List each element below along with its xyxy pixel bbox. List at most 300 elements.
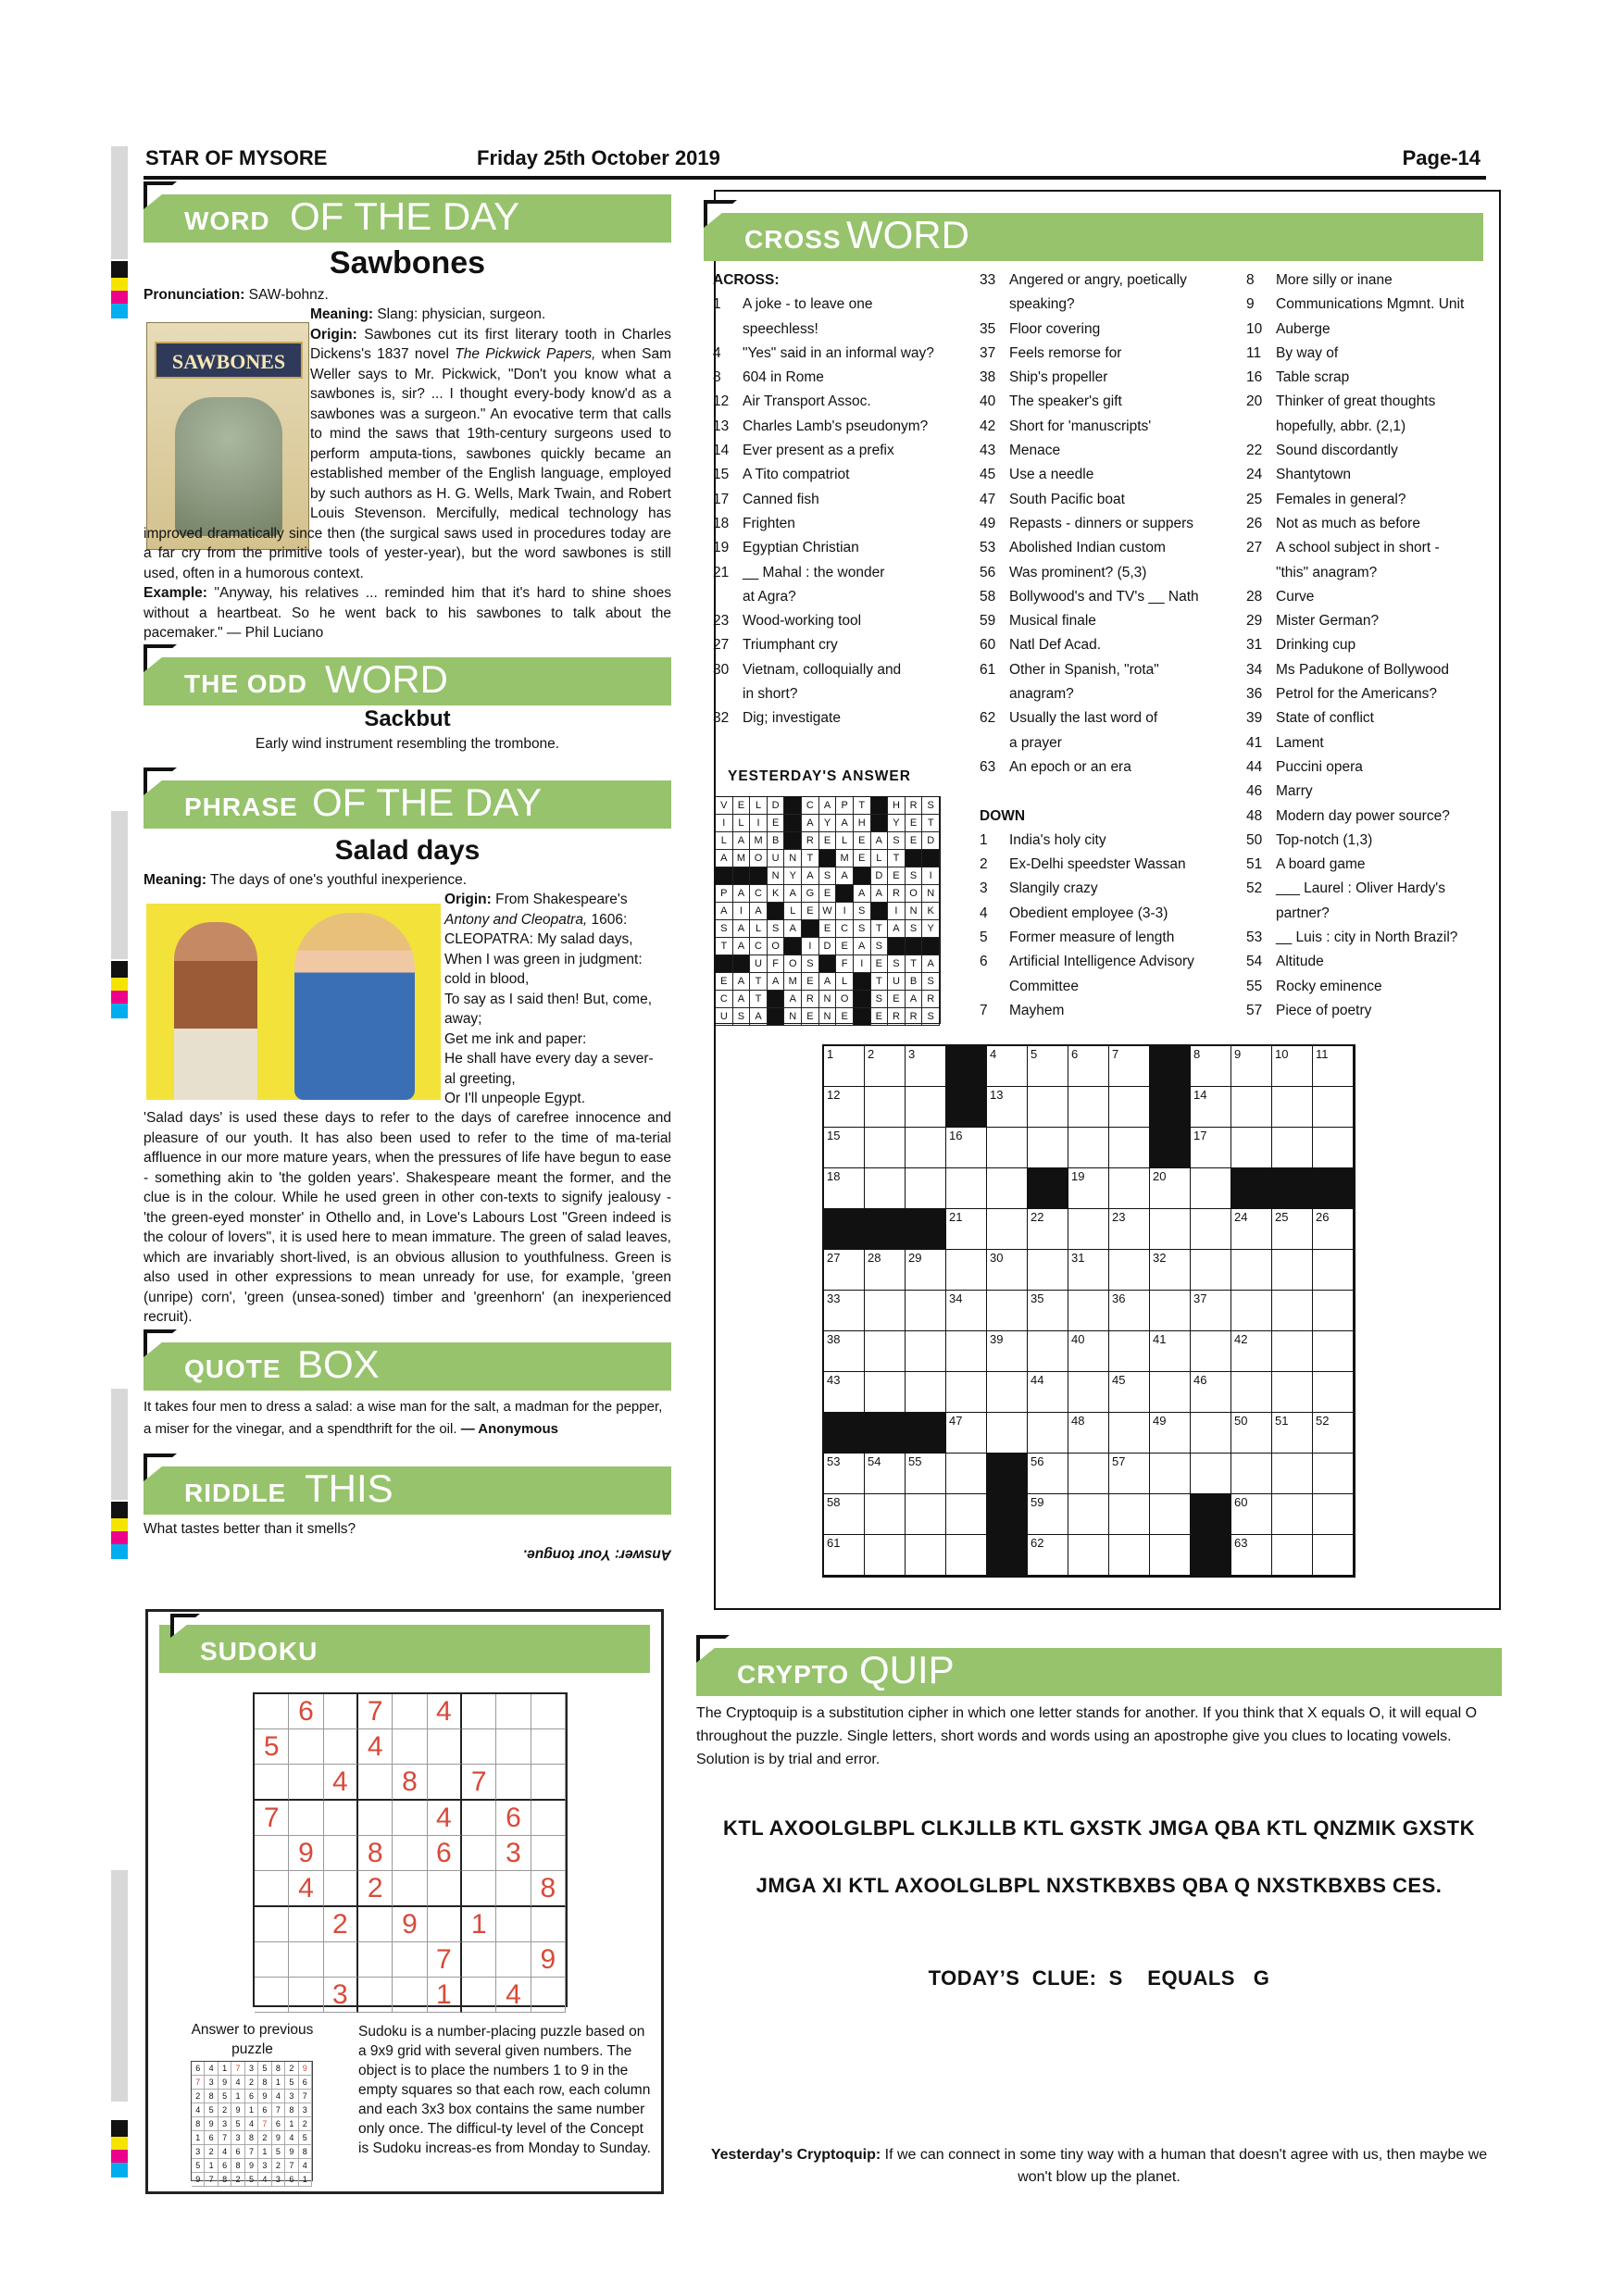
sudoku-cell[interactable]: [289, 1729, 323, 1765]
crossword-cell[interactable]: [1272, 1087, 1313, 1128]
crossword-cell[interactable]: [987, 1331, 1028, 1372]
sudoku-cell[interactable]: 9: [393, 1907, 427, 1942]
sudoku-cell[interactable]: 5: [255, 1729, 289, 1765]
sudoku-cell[interactable]: [324, 1836, 358, 1871]
answer-letter: S: [922, 973, 940, 991]
sudoku-cell[interactable]: [289, 1978, 323, 2013]
crossword-cell[interactable]: [1191, 1209, 1231, 1250]
crossword-cell[interactable]: [1109, 1168, 1150, 1209]
cell-number: 43: [827, 1373, 841, 1387]
sudoku-cell[interactable]: [393, 1871, 427, 1907]
clue-number: 63: [980, 758, 996, 775]
crossword-cell[interactable]: [906, 1128, 946, 1168]
sudoku-cell[interactable]: [462, 1836, 496, 1871]
crossword-cell[interactable]: [1272, 1494, 1313, 1535]
crossword-cell[interactable]: [987, 1372, 1028, 1413]
crossword-cell[interactable]: [1109, 1535, 1150, 1576]
crossword-black-square: [1150, 1046, 1191, 1087]
crossword-cell[interactable]: [1109, 1250, 1150, 1291]
crossword-cell[interactable]: [946, 1413, 987, 1454]
sudoku-cell[interactable]: 1: [428, 1978, 462, 2013]
crossword-cell[interactable]: [865, 1494, 906, 1535]
answer-letter: D: [922, 832, 940, 850]
sudoku-cell[interactable]: [324, 1942, 358, 1978]
sudoku-cell[interactable]: 7: [358, 1694, 393, 1729]
sudoku-cell[interactable]: 4: [428, 1801, 462, 1836]
crossword-clue: [980, 536, 1228, 560]
crossword-clue: [980, 366, 1228, 390]
crossword-cell[interactable]: [865, 1046, 906, 1087]
clue-number: 41: [1246, 734, 1263, 751]
sudoku-cell[interactable]: 4: [496, 1978, 531, 2013]
crossword-cell[interactable]: [1028, 1046, 1068, 1087]
cell-number: 49: [1153, 1414, 1167, 1428]
crossword-cell[interactable]: [1150, 1168, 1191, 1209]
crossword-black-square: [987, 1494, 1028, 1535]
crossword-cell[interactable]: [1191, 1413, 1231, 1454]
sudoku-cell[interactable]: [496, 1942, 531, 1978]
clue-number: 32: [713, 710, 730, 727]
crossword-cell[interactable]: [987, 1413, 1028, 1454]
crossword-cell[interactable]: [1231, 1209, 1272, 1250]
answer-letter: B: [768, 832, 785, 850]
crossword-cell[interactable]: [1313, 1372, 1354, 1413]
crossword-cell[interactable]: [1068, 1250, 1109, 1291]
sudoku-cell[interactable]: 8: [393, 1765, 427, 1801]
crossword-cell[interactable]: [824, 1250, 865, 1291]
crossword-cell[interactable]: [1231, 1372, 1272, 1413]
crossword-cell[interactable]: [1272, 1209, 1313, 1250]
crossword-cell[interactable]: [1191, 1454, 1231, 1494]
crossword-cell[interactable]: [824, 1087, 865, 1128]
crossword-cell[interactable]: [906, 1168, 946, 1209]
sudoku-cell[interactable]: [393, 1694, 427, 1729]
sudoku-cell[interactable]: [255, 1871, 289, 1907]
crossword-cell[interactable]: [1109, 1209, 1150, 1250]
crossword-cell[interactable]: [1313, 1454, 1354, 1494]
crossword-cell[interactable]: [1313, 1494, 1354, 1535]
sudoku-answer-cell: 8: [205, 2090, 218, 2103]
crossword-cell[interactable]: [1068, 1046, 1109, 1087]
crossword-cell[interactable]: [1272, 1128, 1313, 1168]
crossword-cell[interactable]: [1109, 1454, 1150, 1494]
crossword-cell[interactable]: [1313, 1087, 1354, 1128]
clue-text: Slangily crazy: [1009, 880, 1098, 897]
sudoku-cell[interactable]: 6: [496, 1801, 531, 1836]
crossword-cell[interactable]: [865, 1128, 906, 1168]
crossword-cell[interactable]: [1313, 1128, 1354, 1168]
crossword-cell[interactable]: [1191, 1331, 1231, 1372]
sudoku-cell[interactable]: 7: [255, 1801, 289, 1836]
sudoku-cell[interactable]: [462, 1801, 496, 1836]
crossword-cell[interactable]: [946, 1291, 987, 1331]
sudoku-cell[interactable]: [358, 1942, 393, 1978]
crossword-cell[interactable]: [1068, 1372, 1109, 1413]
answer-letter: M: [784, 973, 802, 991]
crossword-cell[interactable]: [1231, 1331, 1272, 1372]
crossword-cell[interactable]: [865, 1250, 906, 1291]
sudoku-cell[interactable]: 2: [358, 1871, 393, 1907]
answer-letter: F: [768, 955, 785, 973]
crossword-cell[interactable]: [946, 1128, 987, 1168]
sudoku-answer-cell: 9: [272, 2131, 285, 2145]
sudoku-cell[interactable]: [393, 1978, 427, 2013]
crossword-cell[interactable]: [1068, 1128, 1109, 1168]
crossword-cell[interactable]: [1068, 1494, 1109, 1535]
sudoku-cell[interactable]: [496, 1694, 531, 1729]
crossword-cell[interactable]: [824, 1168, 865, 1209]
crossword-cell[interactable]: [1313, 1209, 1354, 1250]
crossword-cell[interactable]: [946, 1209, 987, 1250]
sudoku-cell[interactable]: [428, 1871, 462, 1907]
crossword-cell[interactable]: [1313, 1250, 1354, 1291]
crossword-cell[interactable]: [1150, 1454, 1191, 1494]
masthead: [144, 146, 1486, 180]
crossword-cell[interactable]: [1068, 1209, 1109, 1250]
crossword-cell[interactable]: [906, 1494, 946, 1535]
crossword-cell[interactable]: [1272, 1413, 1313, 1454]
crossword-cell[interactable]: [1150, 1291, 1191, 1331]
answer-black-square: [819, 955, 837, 973]
clue-text: Shantytown: [1276, 467, 1351, 483]
crossword-cell[interactable]: [865, 1087, 906, 1128]
sudoku-cell[interactable]: 6: [289, 1694, 323, 1729]
answer-black-square: [733, 955, 751, 973]
crossword-cell[interactable]: [906, 1535, 946, 1576]
clue-number: 28: [1246, 588, 1263, 605]
clue-text: Use a needle: [1009, 467, 1094, 483]
sudoku-cell[interactable]: [358, 1907, 393, 1942]
sudoku-cell[interactable]: [462, 1694, 496, 1729]
crossword-cell[interactable]: [824, 1331, 865, 1372]
salad-days-image: [146, 904, 441, 1100]
sudoku-cell[interactable]: [496, 1871, 531, 1907]
sudoku-cell[interactable]: [531, 1765, 566, 1801]
sudoku-cell[interactable]: 9: [531, 1942, 566, 1978]
clue-number: 19: [713, 540, 730, 556]
crossword-cell[interactable]: [824, 1372, 865, 1413]
crossword-cell[interactable]: [946, 1168, 987, 1209]
sudoku-cell[interactable]: [531, 1801, 566, 1836]
sudoku-cell[interactable]: [289, 1907, 323, 1942]
sudoku-cell[interactable]: [358, 1978, 393, 2013]
crossword-cell[interactable]: [1272, 1454, 1313, 1494]
crossword-cell[interactable]: [1068, 1087, 1109, 1128]
crossword-cell[interactable]: [1272, 1331, 1313, 1372]
sudoku-cell[interactable]: 7: [428, 1942, 462, 1978]
crossword-cell[interactable]: [906, 1372, 946, 1413]
crossword-cell[interactable]: [1231, 1250, 1272, 1291]
crossword-cell[interactable]: [1068, 1291, 1109, 1331]
crossword-clue: [1246, 950, 1498, 974]
sudoku-cell[interactable]: 3: [496, 1836, 531, 1871]
sudoku-cell[interactable]: [496, 1907, 531, 1942]
crossword-cell[interactable]: [1272, 1250, 1313, 1291]
crossword-cell[interactable]: [1028, 1535, 1068, 1576]
crossword-cell[interactable]: [1191, 1168, 1231, 1209]
crossword-cell[interactable]: [1313, 1331, 1354, 1372]
clue-number: 31: [1246, 637, 1263, 654]
crossword-clue: [1246, 658, 1498, 682]
page-number: Page-14: [1402, 146, 1480, 169]
crossword-clue: [980, 999, 1228, 1023]
crossword-cell[interactable]: [1028, 1413, 1068, 1454]
sudoku-cell[interactable]: [462, 1871, 496, 1907]
sudoku-cell[interactable]: [496, 1765, 531, 1801]
sudoku-cell[interactable]: 4: [428, 1694, 462, 1729]
sudoku-cell[interactable]: 3: [324, 1978, 358, 2013]
answer-letter: A: [854, 938, 871, 955]
sudoku-cell[interactable]: [255, 1978, 289, 2013]
crossword-clue: [1246, 902, 1498, 926]
crossword-cell[interactable]: [1150, 1331, 1191, 1372]
sudoku-cell[interactable]: [496, 1729, 531, 1765]
crossword-cell[interactable]: [865, 1331, 906, 1372]
answer-letter: N: [768, 867, 785, 885]
sudoku-cell[interactable]: [324, 1871, 358, 1907]
crossword-cell[interactable]: [865, 1372, 906, 1413]
clue-number: 23: [713, 613, 730, 630]
sudoku-cell[interactable]: [428, 1907, 462, 1942]
crossword-cell[interactable]: [1191, 1372, 1231, 1413]
crossword-clue: [713, 366, 954, 390]
quote-box-banner: QUOTE BOX: [144, 1342, 671, 1391]
sudoku-grid[interactable]: [253, 1692, 568, 2010]
crossword-cell[interactable]: [824, 1535, 865, 1576]
sudoku-answer-cell: 5: [258, 2062, 271, 2076]
crossword-cell[interactable]: [906, 1046, 946, 1087]
crossword-cell[interactable]: [865, 1535, 906, 1576]
crossword-cell[interactable]: [1191, 1087, 1231, 1128]
answer-letter: E: [906, 815, 923, 832]
sudoku-cell[interactable]: [358, 1765, 393, 1801]
sudoku-cell[interactable]: [255, 1942, 289, 1978]
sudoku-cell[interactable]: [289, 1801, 323, 1836]
crossword-cell[interactable]: [1028, 1128, 1068, 1168]
sudoku-cell[interactable]: [255, 1694, 289, 1729]
sudoku-cell[interactable]: [393, 1836, 427, 1871]
crossword-cell[interactable]: [987, 1046, 1028, 1087]
crossword-cell[interactable]: [1272, 1291, 1313, 1331]
crossword-cell[interactable]: [824, 1291, 865, 1331]
crossword-cell[interactable]: [1109, 1331, 1150, 1372]
crossword-clue: [713, 342, 954, 366]
crossword-cell[interactable]: [1150, 1494, 1191, 1535]
sudoku-answer-cell: 6: [245, 2090, 258, 2103]
crossword-cell[interactable]: [1191, 1291, 1231, 1331]
crossword-cell[interactable]: [946, 1454, 987, 1494]
sudoku-cell[interactable]: [531, 1978, 566, 2013]
crossword-cell[interactable]: [1231, 1535, 1272, 1576]
crossword-cell[interactable]: [946, 1250, 987, 1291]
crossword-cell[interactable]: [987, 1250, 1028, 1291]
sudoku-cell[interactable]: [393, 1942, 427, 1978]
crossword-cell[interactable]: [906, 1331, 946, 1372]
sudoku-cell[interactable]: 8: [531, 1871, 566, 1907]
crossword-cell[interactable]: [824, 1494, 865, 1535]
crossword-cell[interactable]: [865, 1454, 906, 1494]
crossword-cell[interactable]: [1068, 1535, 1109, 1576]
answer-black-square: [768, 991, 785, 1008]
crossword-cell[interactable]: [1272, 1535, 1313, 1576]
crossword-cell[interactable]: [1272, 1372, 1313, 1413]
answer-black-square: [802, 920, 819, 938]
crossword-cell[interactable]: [1231, 1087, 1272, 1128]
crossword-cell[interactable]: [1231, 1046, 1272, 1087]
sudoku-cell[interactable]: 6: [428, 1836, 462, 1871]
answer-letter: N: [819, 1008, 837, 1026]
sudoku-cell[interactable]: 2: [324, 1907, 358, 1942]
crossword-cell[interactable]: [987, 1168, 1028, 1209]
crossword-clue: [1246, 512, 1498, 536]
clue-text: Usually the last word of: [1009, 710, 1158, 727]
answer-letter: C: [802, 797, 819, 815]
crossword-cell[interactable]: [865, 1291, 906, 1331]
sudoku-cell[interactable]: [428, 1765, 462, 1801]
crossword-cell[interactable]: [1231, 1291, 1272, 1331]
sudoku-cell[interactable]: 4: [289, 1871, 323, 1907]
crossword-grid[interactable]: [822, 1044, 1355, 1578]
crossword-cell[interactable]: [1231, 1494, 1272, 1535]
crossword-cell[interactable]: [1109, 1372, 1150, 1413]
crossword-cell[interactable]: [1068, 1413, 1109, 1454]
crossword-clue: [980, 318, 1228, 342]
crossword-cell[interactable]: [946, 1331, 987, 1372]
crossword-cell[interactable]: [824, 1454, 865, 1494]
crossword-cell[interactable]: [1109, 1291, 1150, 1331]
sudoku-answer-cell: 5: [192, 2159, 205, 2173]
sudoku-cell[interactable]: 7: [462, 1765, 496, 1801]
crossword-clue: [713, 561, 954, 585]
crossword-cell[interactable]: [1028, 1291, 1068, 1331]
crossword-cell[interactable]: [1109, 1494, 1150, 1535]
crossword-cell[interactable]: [1028, 1372, 1068, 1413]
crossword-cell[interactable]: [1028, 1331, 1068, 1372]
sudoku-answer-cell: 2: [258, 2131, 271, 2145]
crossword-cell[interactable]: [906, 1291, 946, 1331]
sudoku-cell[interactable]: 9: [289, 1836, 323, 1871]
sudoku-cell[interactable]: 8: [358, 1836, 393, 1871]
crossword-cell[interactable]: [987, 1087, 1028, 1128]
crossword-cell[interactable]: [1191, 1250, 1231, 1291]
sudoku-cell[interactable]: [324, 1694, 358, 1729]
sudoku-cell[interactable]: [289, 1942, 323, 1978]
crossword-cell[interactable]: [1150, 1413, 1191, 1454]
crossword-cell[interactable]: [1313, 1535, 1354, 1576]
crossword-cell[interactable]: [1231, 1128, 1272, 1168]
crossword-cell[interactable]: [1028, 1087, 1068, 1128]
crossword-cell[interactable]: [1109, 1128, 1150, 1168]
crossword-cell[interactable]: [1109, 1046, 1150, 1087]
sudoku-cell[interactable]: [462, 1729, 496, 1765]
sudoku-cell[interactable]: 1: [462, 1907, 496, 1942]
crossword-clue: [1246, 585, 1498, 609]
crossword-cell[interactable]: [824, 1046, 865, 1087]
crossword-cell[interactable]: [1068, 1454, 1109, 1494]
sudoku-cell[interactable]: [255, 1765, 289, 1801]
crossword-cell[interactable]: [906, 1454, 946, 1494]
crossword-cell[interactable]: [946, 1535, 987, 1576]
crossword-clue: [1246, 975, 1498, 999]
answer-letter: B: [906, 973, 923, 991]
crossword-cell[interactable]: [865, 1168, 906, 1209]
clue-text: Communications Mgmnt. Unit: [1276, 296, 1465, 313]
sudoku-cell[interactable]: [358, 1801, 393, 1836]
answer-letter: Y: [922, 920, 940, 938]
crossword-cell[interactable]: [1313, 1291, 1354, 1331]
crossword-cell[interactable]: [1191, 1128, 1231, 1168]
sudoku-cell[interactable]: [428, 1729, 462, 1765]
crossword-cell[interactable]: [1313, 1046, 1354, 1087]
sudoku-cell[interactable]: [289, 1765, 323, 1801]
sudoku-cell[interactable]: 4: [324, 1765, 358, 1801]
crossword-cell[interactable]: [1109, 1087, 1150, 1128]
crossword-cell[interactable]: [1068, 1168, 1109, 1209]
registration-bar: [111, 1004, 128, 1018]
sudoku-cell[interactable]: [531, 1694, 566, 1729]
crossword-cell[interactable]: [1028, 1250, 1068, 1291]
crossword-cell[interactable]: [906, 1087, 946, 1128]
crossword-cell[interactable]: [1272, 1046, 1313, 1087]
crossword-cell[interactable]: [987, 1128, 1028, 1168]
answer-letter: S: [888, 832, 906, 850]
crossword-cell[interactable]: [1150, 1250, 1191, 1291]
clue-text: in short?: [743, 686, 798, 703]
crossword-cell[interactable]: [906, 1250, 946, 1291]
crossword-cell[interactable]: [987, 1209, 1028, 1250]
sudoku-cell[interactable]: [393, 1801, 427, 1836]
sudoku-cell[interactable]: [531, 1907, 566, 1942]
crossword-cell[interactable]: [946, 1372, 987, 1413]
crossword-clue: [713, 609, 954, 633]
sudoku-cell[interactable]: [255, 1836, 289, 1871]
crossword-cell[interactable]: [1191, 1046, 1231, 1087]
crossword-cell[interactable]: [1028, 1209, 1068, 1250]
crossword-cell[interactable]: [1231, 1454, 1272, 1494]
clue-text: Artificial Intelligence Advisory: [1009, 954, 1194, 970]
crossword-cell[interactable]: [1150, 1209, 1191, 1250]
sudoku-cell[interactable]: [255, 1907, 289, 1942]
crossword-cell[interactable]: [1068, 1331, 1109, 1372]
crossword-cell[interactable]: [1150, 1535, 1191, 1576]
clue-text: speaking?: [1009, 296, 1075, 313]
sudoku-cell[interactable]: [324, 1729, 358, 1765]
crossword-cell[interactable]: [1231, 1413, 1272, 1454]
clue-text: Dig; investigate: [743, 710, 841, 727]
sudoku-cell[interactable]: [531, 1729, 566, 1765]
sudoku-cell[interactable]: [531, 1836, 566, 1871]
cell-number: 24: [1234, 1210, 1248, 1224]
sudoku-cell[interactable]: [462, 1942, 496, 1978]
crossword-cell[interactable]: [946, 1494, 987, 1535]
sudoku-cell[interactable]: [324, 1801, 358, 1836]
sudoku-answer-cell: 2: [285, 2062, 298, 2076]
cell-number: 61: [827, 1536, 841, 1550]
sudoku-cell[interactable]: [393, 1729, 427, 1765]
crossword-cell[interactable]: [1150, 1372, 1191, 1413]
odd-word-definition: Early wind instrument resembling the trombone.: [255, 736, 560, 752]
sudoku-answer-cell: 7: [192, 2076, 205, 2090]
sudoku-cell[interactable]: 4: [358, 1729, 393, 1765]
crossword-cell[interactable]: [1109, 1413, 1150, 1454]
sudoku-cell[interactable]: [462, 1978, 496, 2013]
clue-number: 18: [713, 515, 730, 531]
crossword-cell[interactable]: [1028, 1454, 1068, 1494]
crossword-cell[interactable]: [824, 1128, 865, 1168]
crossword-cell[interactable]: [987, 1291, 1028, 1331]
crossword-cell[interactable]: [1028, 1494, 1068, 1535]
crossword-cell[interactable]: [1313, 1413, 1354, 1454]
